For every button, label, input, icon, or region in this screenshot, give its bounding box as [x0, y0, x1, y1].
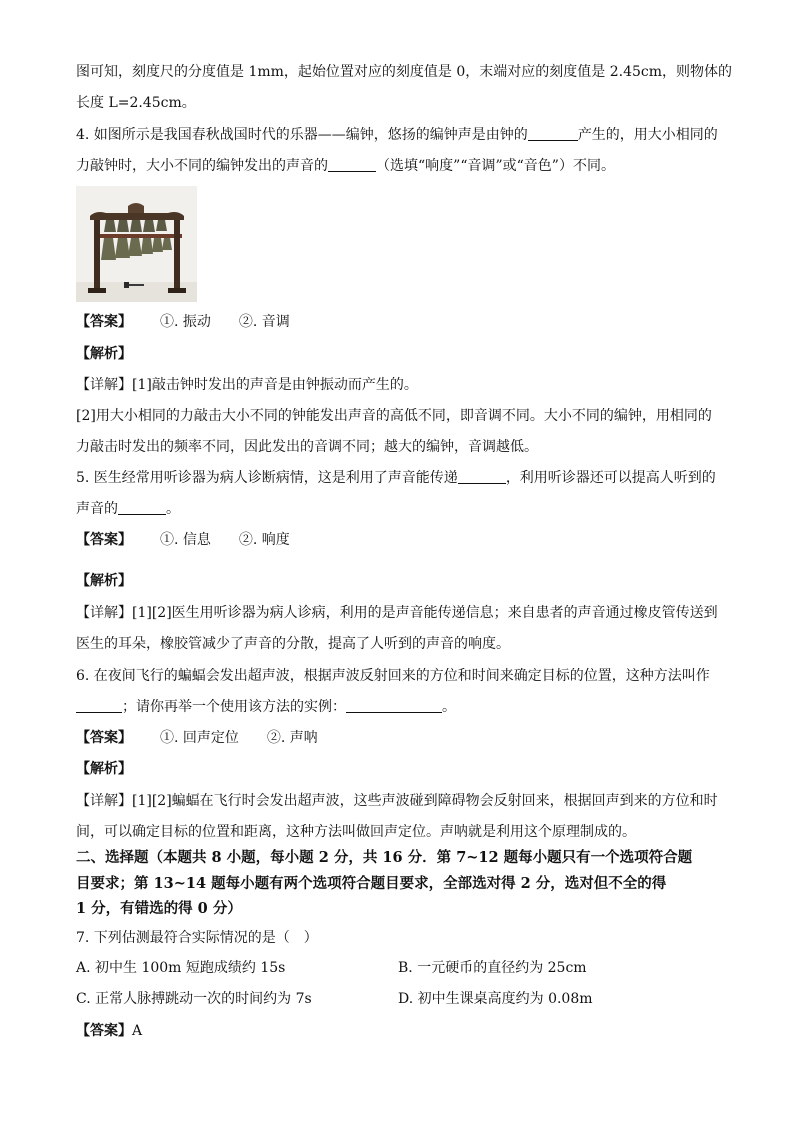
answer-label: 【答案】 — [76, 730, 132, 746]
q5-answer-1: ①. 信息 — [160, 532, 211, 548]
q6-stem-line-1: 6. 在夜间飞行的蝙蝠会发出超声波，根据声波反射回来的方位和时间来确定目标的位置，这种方法叫作 — [76, 668, 710, 684]
q6-stem-text-b: 。 — [442, 699, 456, 715]
q4-blank-1 — [528, 126, 578, 141]
q7-option-d: D. 初中生课桌高度约为 0.08m — [398, 991, 593, 1007]
q5-stem-text-b: ，利用听诊器还可以提高人听到的 — [505, 470, 716, 486]
q6-stem-line-2 — [76, 697, 456, 717]
bianzhong-illustration — [76, 186, 197, 302]
q5-answer-row — [76, 530, 290, 550]
q6-answer-1: ①. 回声定位 — [160, 730, 239, 746]
q5-detail-2: 医生的耳朵，橡胶管减少了声音的分散，提高了人听到的声音的响度。 — [76, 636, 510, 652]
q6-stem-text-a: ；请你再举一个使用该方法的实例： — [122, 699, 346, 715]
q4-stem-text-d: （选填“响度”“音调”或“音色”）不同。 — [376, 158, 615, 174]
q5-detail-1: 【详解】[1][2]医生用听诊器为病人诊病，利用的是声音能传递信息；来自患者的声音通过橡皮管传送到 — [76, 605, 718, 621]
q5-stem-text-a: 5. 医生经常用听诊器为病人诊断病情，这是利用了声音能传递 — [76, 470, 458, 486]
q5-stem-text-c: 声音的 — [76, 501, 118, 517]
q4-stem-line-1 — [76, 125, 718, 145]
q4-detail-1: 【详解】[1]敲击钟时发出的声音是由钟振动而产生的。 — [76, 377, 418, 393]
q4-answer-row — [76, 312, 290, 332]
section-2-heading-line-1: 二、选择题（本题共 8 小题，每小题 2 分，共 16 分．第 7~12 题每小题只有一个选项符合题 — [76, 849, 693, 866]
q4-stem-text-c: 力敲钟时，大小不同的编钟发出的声音的 — [76, 158, 328, 174]
bianzhong-bells-photo — [76, 186, 197, 302]
answer-label: 【答案】 — [76, 314, 132, 330]
q4-stem-line-2 — [76, 156, 615, 176]
section-2-heading-line-3: 1 分，有错选的得 0 分） — [76, 900, 242, 917]
q5-blank-2 — [118, 500, 166, 515]
q6-answer-2: ②. 声呐 — [266, 730, 318, 746]
q7-answer-row — [76, 1021, 142, 1041]
section-2-heading-line-2: 目要求；第 13~14 题每小题有两个选项符合题目要求，全部选对得 2 分，选对但不全的得 — [76, 875, 667, 892]
q5-stem-text-d: 。 — [166, 501, 180, 517]
q7-option-b: B. 一元硬币的直径约为 25cm — [398, 960, 587, 976]
q5-stem-line-1 — [76, 468, 716, 488]
q4-detail-2: [2]用大小相同的力敲击大小不同的钟能发出声音的高低不同，即音调不同。大小不同的编钟，用相同的 — [76, 408, 712, 424]
q7-answer: A — [132, 1023, 143, 1039]
q5-analysis-label: 【解析】 — [76, 573, 132, 589]
q5-stem-line-2 — [76, 499, 180, 519]
q4-answer-2: ②. 音调 — [238, 314, 290, 330]
q4-stem-text-b: 产生的，用大小相同的 — [577, 127, 718, 143]
q7-option-c: C. 正常人脉搏跳动一次的时间约为 7s — [76, 991, 312, 1007]
q7-stem: 7. 下列估测最符合实际情况的是（ ） — [76, 930, 318, 946]
answer-label: 【答案】 — [76, 532, 132, 548]
answer-label: 【答案】 — [76, 1023, 132, 1039]
intro-line-2: 长度 L=2.45cm。 — [76, 95, 196, 111]
q4-blank-2 — [328, 157, 376, 172]
intro-line-1: 图可知，刻度尺的分度值是 1mm，起始位置对应的刻度值是 0，末端对应的刻度值是 2.45cm，则物体的 — [76, 64, 733, 80]
q7-option-a: A. 初中生 100m 短跑成绩约 15s — [76, 960, 286, 976]
q4-stem-text-a: 4. 如图所示是我国春秋战国时代的乐器——编钟，悠扬的编钟声是由钟的 — [76, 127, 528, 143]
q6-detail-1: 【详解】[1][2]蝙蝠在飞行时会发出超声波，这些声波碰到障碍物会反射回来，根据回声到来的方位和时 — [76, 793, 718, 809]
q4-detail-3: 力敲击时发出的频率不同，因此发出的音调不同；越大的编钟，音调越低。 — [76, 439, 538, 455]
q4-answer-1: ①. 振动 — [160, 314, 211, 330]
q4-analysis-label: 【解析】 — [76, 346, 132, 362]
q6-blank-2 — [346, 698, 442, 713]
q6-analysis-label: 【解析】 — [76, 761, 132, 777]
q6-detail-2: 间，可以确定目标的位置和距离，这种方法叫做回声定位。声呐就是利用这个原理制成的。 — [76, 824, 636, 840]
q6-blank-1 — [76, 698, 122, 713]
q5-blank-1 — [458, 469, 506, 484]
q6-answer-row — [76, 728, 318, 748]
q5-answer-2: ②. 响度 — [238, 532, 290, 548]
